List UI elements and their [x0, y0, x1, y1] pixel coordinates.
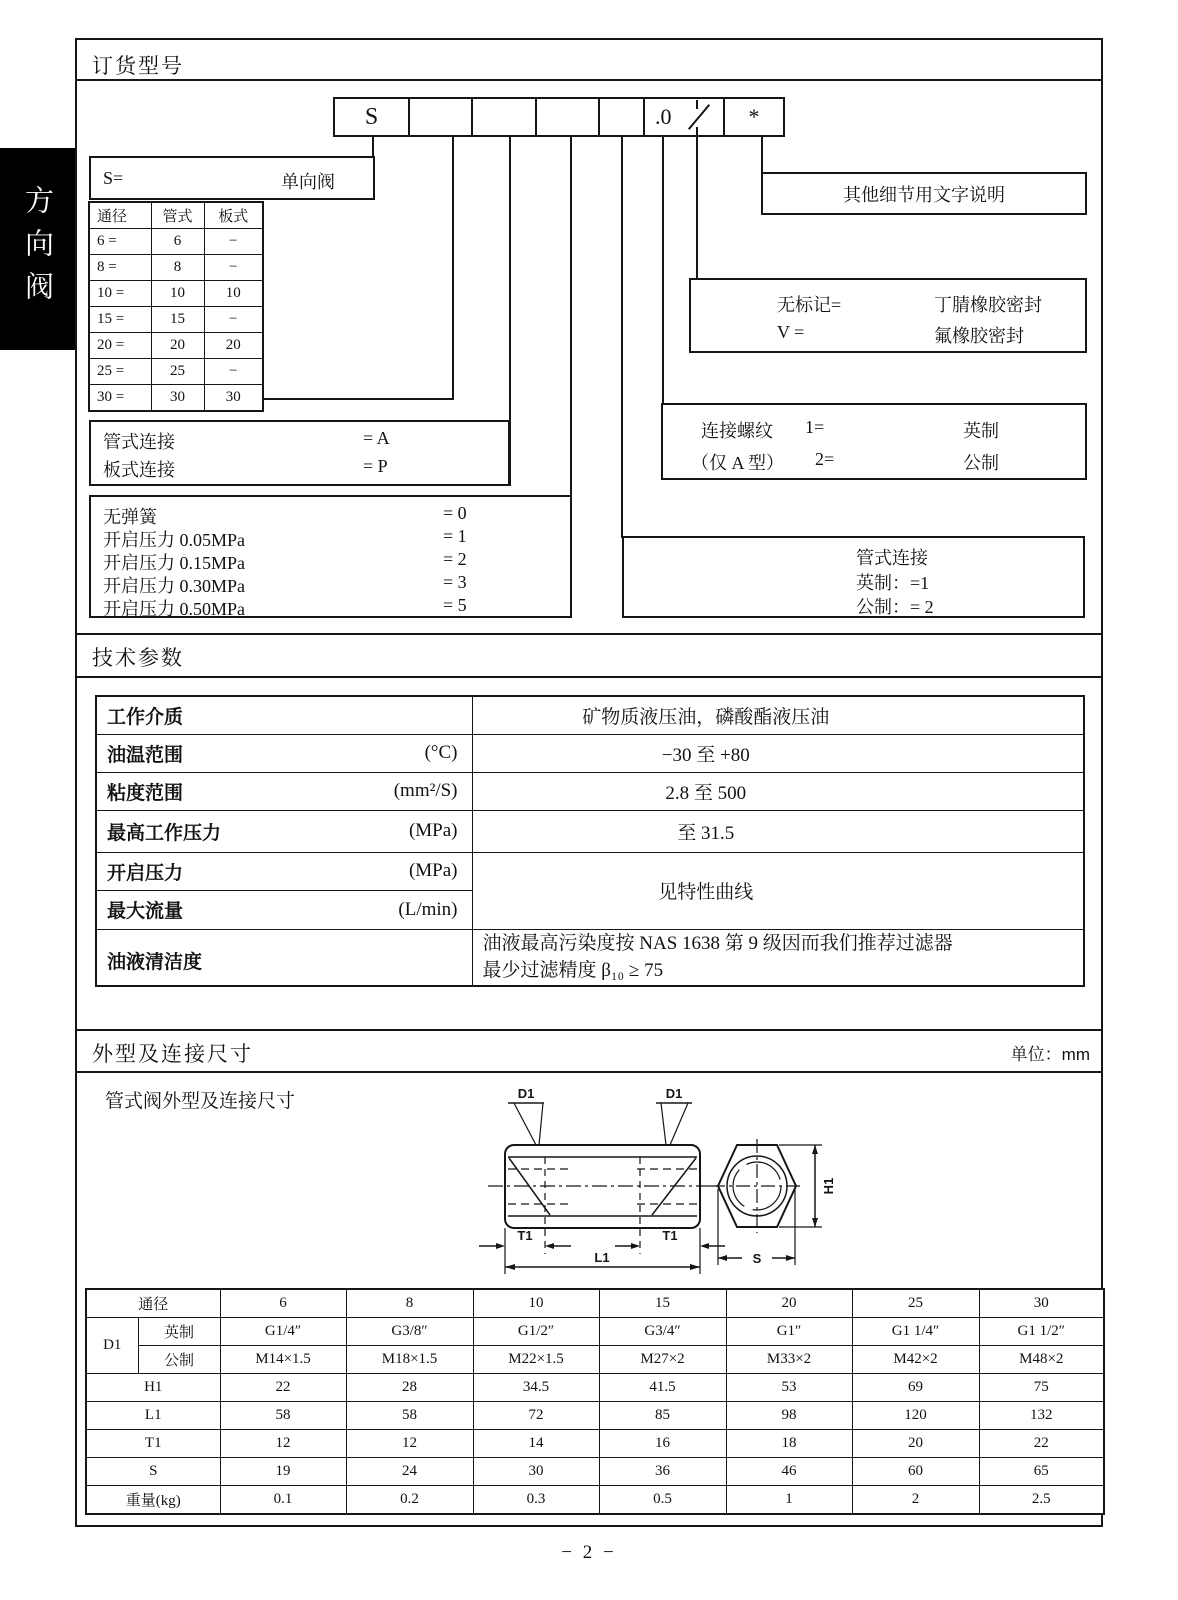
connection-type-box [89, 420, 510, 486]
spring-code: = 2 [443, 549, 467, 569]
conn-label: 板式连接 [103, 460, 175, 480]
tech-unit: (L/min) [398, 898, 458, 920]
dim-cell: 20 [852, 1430, 979, 1458]
model-code-cell-7: * [723, 97, 785, 137]
dia-header: 通径 [89, 202, 151, 229]
conn-code: = P [363, 456, 388, 476]
dim-cell: 30 [473, 1458, 599, 1486]
spring-label: 开启压力 0.05MPa [103, 530, 246, 550]
dim-cell: G1/4″ [220, 1318, 346, 1346]
dim-col-header: 25 [852, 1289, 979, 1318]
dim-row-label-d1: D1 [86, 1318, 138, 1374]
dim-cell: 58 [346, 1402, 473, 1430]
seal-label: 丁腈橡胶密封 [934, 295, 1042, 315]
thread-code: 1= [805, 417, 825, 437]
dim-label-t1-left: T1 [517, 1228, 533, 1243]
other-details-label: 其他细节用文字说明 [843, 184, 1005, 205]
leader-line [372, 137, 374, 157]
spring-options-box [89, 495, 572, 618]
divider [75, 1029, 1103, 1031]
dim-cell: M27×2 [599, 1346, 726, 1374]
dim-cell: 53 [726, 1374, 852, 1402]
cleanliness-line-1: 油液最高污染度按 NAS 1638 第 9 级因而我们推荐过滤器 [482, 933, 953, 955]
leader-line [452, 137, 454, 400]
dia-header: 管式 [151, 202, 204, 229]
tech-params-table [95, 695, 1085, 987]
tech-label: 最高工作压力 [107, 822, 222, 844]
tech-label: 开启压力 [107, 862, 184, 884]
dim-cell: G3/4″ [599, 1318, 726, 1346]
conn-code: = A [363, 428, 390, 448]
leader-line [696, 137, 698, 280]
dia-cell: 10 [151, 281, 204, 307]
dia-cell: 20 = [89, 333, 151, 359]
spring-label: 开启压力 0.15MPa [103, 553, 246, 573]
dim-cell: 18 [726, 1430, 852, 1458]
spring-code: = 3 [443, 572, 467, 592]
dim-col-header: 30 [979, 1289, 1104, 1318]
dim-cell: 12 [220, 1430, 346, 1458]
model-code-cell-4 [535, 97, 600, 137]
tech-label: 工作介质 [107, 706, 184, 728]
dim-row-label: 公制 [138, 1346, 220, 1374]
dia-cell: 6 = [89, 229, 151, 255]
dim-cell: 2 [852, 1486, 979, 1515]
dia-cell: 10 [204, 281, 263, 307]
spring-label: 开启压力 0.30MPa [103, 576, 246, 596]
dim-cell: G1 1/2″ [979, 1318, 1104, 1346]
leader-line [761, 137, 763, 174]
section-title-dims: 外型及连接尺寸 [92, 1043, 253, 1066]
unit-label: 单位：mm [1010, 1045, 1090, 1064]
tech-value: 矿物质液压油，磷酸酯液压油 [472, 696, 1084, 734]
dim-cell: 120 [852, 1402, 979, 1430]
dia-cell: − [204, 359, 263, 385]
thread-value: 英制 [963, 421, 999, 441]
dim-col-header: 20 [726, 1289, 852, 1318]
dim-row-label: S [86, 1458, 220, 1486]
dim-col-header: 6 [220, 1289, 346, 1318]
dim-col-header: 15 [599, 1289, 726, 1318]
tech-unit: (mm²/S) [393, 780, 458, 801]
dim-cell: 28 [346, 1374, 473, 1402]
dia-cell: 20 [151, 333, 204, 359]
dim-cell: 65 [979, 1458, 1104, 1486]
dim-cell: 41.5 [599, 1374, 726, 1402]
model-code-cell-5 [598, 97, 645, 137]
dim-cell: G3/8″ [346, 1318, 473, 1346]
dim-cell: 12 [346, 1430, 473, 1458]
tech-value: 见特性曲线 [472, 852, 1084, 929]
dia-cell: − [204, 229, 263, 255]
dim-cell: 19 [220, 1458, 346, 1486]
dim-label-s: S [752, 1251, 762, 1266]
dia-cell: 25 = [89, 359, 151, 385]
drawing-title: 管式阀外型及连接尺寸 [105, 1091, 296, 1112]
model-code-cell-6: .0 [643, 97, 725, 137]
dia-cell: 20 [204, 333, 263, 359]
dim-row-label: T1 [86, 1430, 220, 1458]
dim-cell: 69 [852, 1374, 979, 1402]
valve-designation-box [89, 156, 375, 200]
tech-unit: (MPa) [408, 860, 458, 881]
model-code-cell-1: S [333, 97, 410, 137]
dim-cell: 85 [599, 1402, 726, 1430]
seal-options-box [689, 278, 1087, 353]
seal-code: 无标记= [777, 295, 842, 315]
pipe-conn-row: 英制：=1 [856, 573, 930, 593]
leader-line [621, 137, 623, 538]
dim-cell: M48×2 [979, 1346, 1104, 1374]
dim-cell: M33×2 [726, 1346, 852, 1374]
dim-cell: 0.2 [346, 1486, 473, 1515]
dia-cell: 30 [151, 385, 204, 412]
dim-cell: 24 [346, 1458, 473, 1486]
divider-tick [696, 127, 698, 136]
dia-cell: 30 [204, 385, 263, 412]
valve-prefix: S= [103, 168, 124, 188]
dia-cell: 6 [151, 229, 204, 255]
thread-code: 2= [815, 449, 835, 469]
dia-header: 板式 [204, 202, 263, 229]
side-tab [0, 148, 75, 350]
dim-cell: 22 [220, 1374, 346, 1402]
conn-label: 管式连接 [103, 432, 175, 452]
pipe-connection-box [622, 536, 1085, 618]
dia-cell: 25 [151, 359, 204, 385]
dimension-drawing [430, 1082, 870, 1288]
dim-cell: 2.5 [979, 1486, 1104, 1515]
dim-label-d1-right: D1 [665, 1086, 683, 1101]
thread-label: 连接螺纹 [701, 421, 773, 441]
dim-cell: 132 [979, 1402, 1104, 1430]
dim-cell: 16 [599, 1430, 726, 1458]
dia-cell: 15 [151, 307, 204, 333]
tech-value: −30 至 +80 [472, 734, 1084, 772]
divider-tick [696, 100, 698, 109]
dim-cell: 0.5 [599, 1486, 726, 1515]
divider [75, 676, 1103, 678]
dim-cell: G1/2″ [473, 1318, 599, 1346]
dia-cell: − [204, 307, 263, 333]
pipe-conn-row: 公制：= 2 [856, 597, 934, 617]
diameter-table [88, 201, 264, 412]
dim-cell: 1 [726, 1486, 852, 1515]
dim-cell: 0.1 [220, 1486, 346, 1515]
divider [75, 79, 1103, 81]
dim-cell: 34.5 [473, 1374, 599, 1402]
leader-line [262, 398, 454, 400]
dimensions-table [85, 1288, 1105, 1515]
dim-cell: 36 [599, 1458, 726, 1486]
dim-cell: M42×2 [852, 1346, 979, 1374]
side-tab-label: 方向阀 [21, 184, 53, 314]
dim-row-label: L1 [86, 1402, 220, 1430]
thread-value: 公制 [963, 453, 999, 473]
dim-cell: 75 [979, 1374, 1104, 1402]
tech-label: 油液清洁度 [107, 951, 203, 973]
divider [75, 1071, 1103, 1073]
dim-col-header: 8 [346, 1289, 473, 1318]
pipe-conn-title: 管式连接 [856, 548, 928, 568]
dim-label-h1: H1 [821, 1177, 836, 1195]
dim-label-l1: L1 [594, 1250, 610, 1265]
spring-code: = 1 [443, 526, 467, 546]
dim-cell: 14 [473, 1430, 599, 1458]
spring-label: 无弹簧 [103, 507, 157, 527]
dim-cell: M22×1.5 [473, 1346, 599, 1374]
dim-cell: M14×1.5 [220, 1346, 346, 1374]
dim-cell: 0.3 [473, 1486, 599, 1515]
thread-standard-box [661, 403, 1087, 480]
divider [75, 633, 1103, 635]
dia-cell: − [204, 255, 263, 281]
section-title-tech: 技术参数 [92, 647, 184, 670]
tech-label: 粘度范围 [107, 782, 184, 804]
spring-code: = 5 [443, 595, 467, 615]
tech-label: 最大流量 [107, 901, 184, 922]
dim-cell: G1 1/4″ [852, 1318, 979, 1346]
dia-cell: 10 = [89, 281, 151, 307]
tech-value: 2.8 至 500 [472, 772, 1084, 810]
dim-col-header: 10 [473, 1289, 599, 1318]
other-details-box [761, 172, 1087, 215]
tech-label: 油温范围 [107, 744, 184, 766]
model-code-cell-3 [471, 97, 537, 137]
dim-cell: 22 [979, 1430, 1104, 1458]
dim-cell: M18×1.5 [346, 1346, 473, 1374]
page-number: − 2 − [561, 1542, 617, 1563]
dia-cell: 30 = [89, 385, 151, 412]
dim-cell: 58 [220, 1402, 346, 1430]
cleanliness-line-2: 最少过滤精度 β₁₀ ≥ 75 [482, 960, 664, 982]
dia-cell: 15 = [89, 307, 151, 333]
dim-cell: 46 [726, 1458, 852, 1486]
tech-unit: (MPa) [408, 820, 458, 841]
spring-code: = 0 [443, 503, 467, 523]
dia-cell: 8 = [89, 255, 151, 281]
dim-row-label: 重量(kg) [86, 1486, 220, 1515]
valve-label: 单向阀 [281, 172, 335, 192]
dim-cell: 98 [726, 1402, 852, 1430]
dia-cell: 8 [151, 255, 204, 281]
spring-label: 开启压力 0.50MPa [103, 599, 246, 619]
dim-row-label: H1 [86, 1374, 220, 1402]
dim-cell: 60 [852, 1458, 979, 1486]
leader-line [662, 137, 664, 405]
section-title-ordering: 订货型号 [92, 55, 184, 78]
dim-header-diameter: 通径 [86, 1289, 220, 1318]
dim-label-t1-right: T1 [662, 1228, 678, 1243]
dim-row-label: 英制 [138, 1318, 220, 1346]
dim-label-d1-left: D1 [517, 1086, 535, 1101]
seal-label: 氟橡胶密封 [934, 326, 1024, 346]
dim-cell: 72 [473, 1402, 599, 1430]
dim-cell: G1″ [726, 1318, 852, 1346]
model-code-cell-2 [408, 97, 473, 137]
thread-label: （仅 A 型） [691, 453, 785, 473]
tech-unit: (°C) [424, 742, 458, 763]
leader-line [570, 137, 572, 497]
seal-code: V = [777, 322, 805, 342]
tech-value: 至 31.5 [472, 810, 1084, 852]
